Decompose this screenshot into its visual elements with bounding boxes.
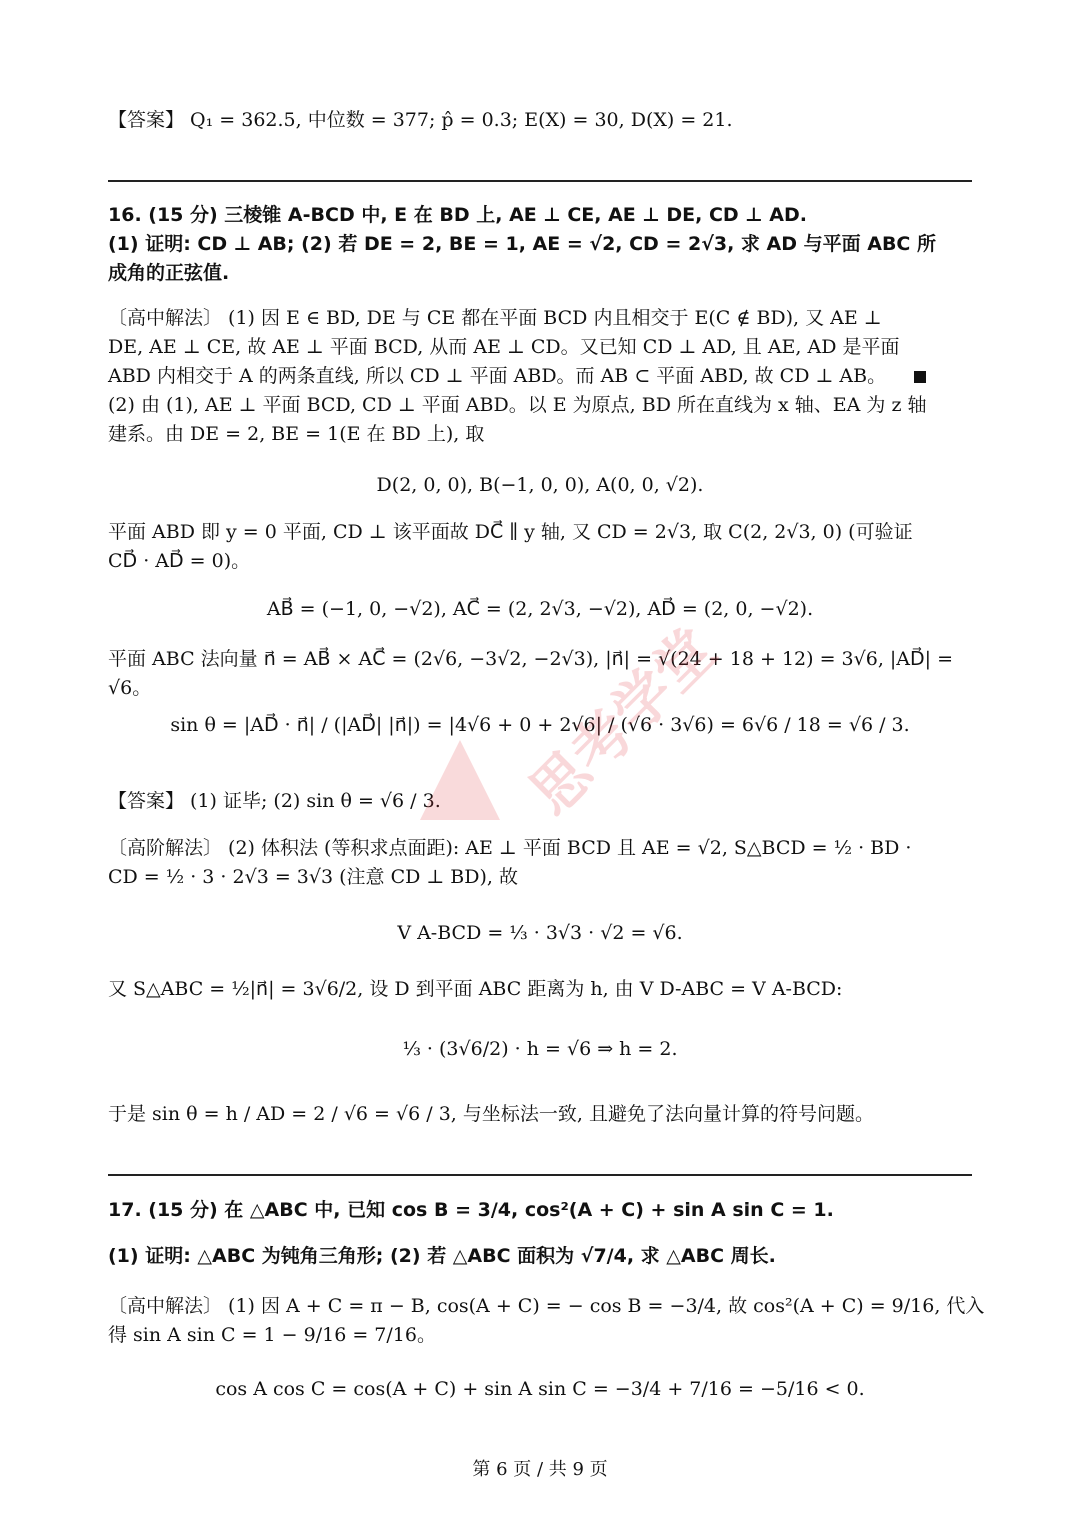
page-footer: 第 6 页 / 共 9 页 (472, 1459, 608, 1480)
q17-eq-cos: cos A cos C = cos(A + C) + sin A sin C = −3/4 + 7/16 = −5/16 < 0. (215, 1378, 865, 1400)
q16-hs-line5: 建系。由 DE = 2, BE = 1(E 在 BD 上), 取 (108, 423, 485, 445)
divider-2 (108, 1174, 972, 1176)
q16-adv-eq-volume: V A-BCD = ⅓ · 3√3 · √2 = √6. (397, 922, 683, 944)
q17-parts: (1) 证明: △ABC 为钝角三角形; (2) 若 △ABC 面积为 √7/4, 求 △ABC 周长. (108, 1245, 776, 1267)
q16-hs-line3-text: ABD 内相交于 A 的两条直线, 所以 CD ⊥ 平面 ABD。而 AB ⊂ 平面 ABD, 故 CD ⊥ AB。 (108, 365, 887, 387)
q17-hs-line2: 得 sin A sin C = 1 − 9/16 = 7/16。 (108, 1324, 436, 1346)
q16-eq-vectors: AB⃗ = (−1, 0, −√2), AC⃗ = (2, 2√3, −√2), AD⃗ = (2, 0, −√2). (266, 598, 814, 620)
q16-adv-line3: 又 S△ABC = ½|n⃗| = 3√6/2, 设 D 到平面 ABC 距离为 h, 由 V D-ABC = V A-BCD: (108, 978, 843, 1000)
q16-answer: 【答案】 (1) 证毕; (2) sin θ = √6 / 3. (108, 790, 441, 812)
answer-15: 【答案】 Q₁ = 362.5, 中位数 = 377; p̂ = 0.3; E(X) = 30, D(X) = 21. (108, 109, 733, 131)
q16-hs-line2: DE, AE ⊥ CE, 故 AE ⊥ 平面 BCD, 从而 AE ⊥ CD。又已知 CD ⊥ AD, 且 AE, AD 是平面 (108, 336, 900, 358)
q16-hs-line1: 〔高中解法〕 (1) 因 E ∈ BD, DE 与 CE 都在平面 BCD 内且相交于 E(C ∉ BD), 又 AE ⊥ (108, 307, 882, 329)
watermark-text: 思考学堂 (516, 615, 729, 828)
q16-hs-line4: (2) 由 (1), AE ⊥ 平面 BCD, CD ⊥ 平面 ABD。以 E 为原点, BD 所在直线为 x 轴、EA 为 z 轴 (108, 394, 927, 416)
q16-parts-line1: (1) 证明: CD ⊥ AB; (2) 若 DE = 2, BE = 1, AE = √2, CD = 2√3, 求 AD 与平面 ABC 所 (108, 233, 936, 255)
q16-hs-line6: 平面 ABD 即 y = 0 平面, CD ⊥ 该平面故 DC⃗ ∥ y 轴, 又 CD = 2√3, 取 C(2, 2√3, 0) (可验证 (108, 521, 913, 543)
q16-hs-line9: √6。 (108, 677, 152, 699)
q17-stem: 17. (15 分) 在 △ABC 中, 已知 cos B = 3/4, cos²(A + C) + sin A sin C = 1. (108, 1199, 834, 1221)
q16-hs-line7: CD⃗ · AD⃗ = 0)。 (108, 550, 251, 572)
watermark-logo (400, 615, 729, 840)
q16-hs-line8: 平面 ABC 法向量 n⃗ = AB⃗ × AC⃗ = (2√6, −3√2, −2√3), |n⃗| = √(24 + 18 + 12) = 3√6, |AD⃗| = (108, 648, 954, 670)
q16-eq-sin: sin θ = |AD⃗ · n⃗| / (|AD⃗| |n⃗|) = |4√6 + 0 + 2√6| / (√6 · 3√6) = 6√6 / 18 = √6 / 3. (170, 714, 910, 736)
q16-adv-line2: CD = ½ · 3 · 2√3 = 3√3 (注意 CD ⊥ BD), 故 (108, 866, 518, 888)
q16-adv-eq-h: ⅓ · (3√6/2) · h = √6 ⇒ h = 2. (402, 1038, 678, 1060)
divider-1 (108, 180, 972, 182)
q16-adv-line1: 〔高阶解法〕 (2) 体积法 (等积求点面距): AE ⊥ 平面 BCD 且 AE = √2, S△BCD = ½ · BD · (108, 837, 912, 859)
q16-adv-line4: 于是 sin θ = h / AD = 2 / √6 = √6 / 3, 与坐标法一致, 且避免了法向量计算的符号问题。 (108, 1103, 874, 1125)
q16-stem: 16. (15 分) 三棱锥 A-BCD 中, E 在 BD 上, AE ⊥ CE, AE ⊥ DE, CD ⊥ AD. (108, 204, 807, 226)
q16-parts-line2: 成角的正弦值. (108, 262, 230, 284)
q17-hs-line1: 〔高中解法〕 (1) 因 A + C = π − B, cos(A + C) = − cos B = −3/4, 故 cos²(A + C) = 9/16, 代入 (108, 1295, 985, 1317)
q16-eq-points: D(2, 0, 0), B(−1, 0, 0), A(0, 0, √2). (376, 474, 704, 496)
watermark-triangle-icon (420, 740, 500, 820)
q16-hs-line3 (108, 362, 972, 391)
qed-square-icon (914, 371, 926, 383)
